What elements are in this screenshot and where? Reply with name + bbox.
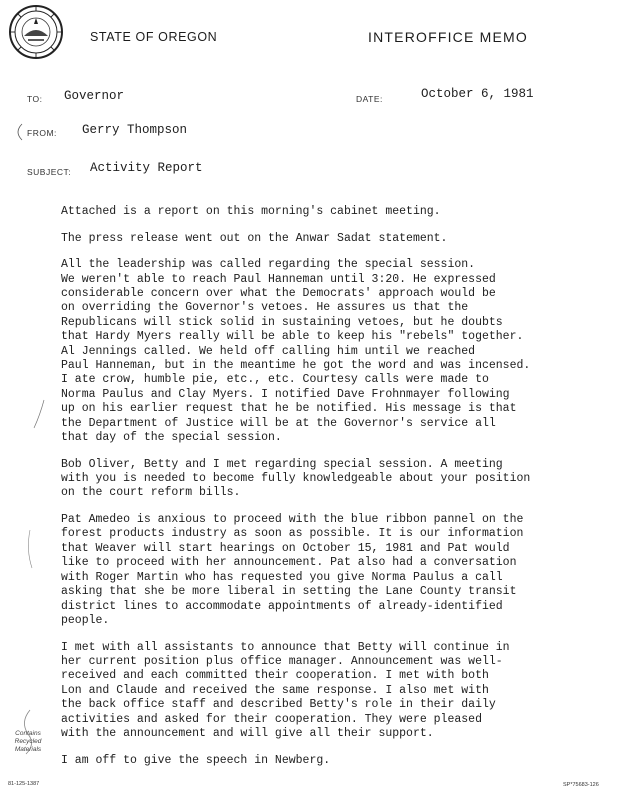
from-value: Gerry Thompson (82, 123, 188, 137)
body-paragraph: I met with all assistants to announce that Betty will continue in her current position plus office manager. Announcement was well- received and each committed their cooperation. I met with both Lon and Claude and received the same response. I also met with the back office staff and described Betty's role in their daily activities and asked for their cooperation. They were pleased with the announcement and will give all their support. (61, 640, 510, 740)
memo-type: INTEROFFICE MEMO (368, 29, 528, 45)
subject-value: Activity Report (90, 161, 203, 175)
date-value: October 6, 1981 (421, 87, 534, 101)
recycled-materials-text: Contains Recycled Materials (14, 730, 42, 753)
form-number-right: SP*75683-126 (563, 782, 599, 788)
from-label: FROM: (27, 128, 57, 138)
to-label: TO: (27, 94, 43, 104)
body-paragraph: Pat Amedeo is anxious to proceed with the blue ribbon pannel on the forest products industry as soon as possible. It is our information that Weaver will start hearings on October 15, 1981 and Pat would like to proceed with her announcement. Pat also had a conversation with Roger Martin who has requested you give Norma Paulus a call asking that she be more liberal in setting the Lane County transit district lines to accommodate appointments of already-identified people. (61, 513, 524, 627)
body-paragraph: I am off to give the speech in Newberg. (61, 753, 331, 767)
margin-scribble-marks (0, 110, 70, 760)
subject-label: SUBJECT: (27, 167, 72, 177)
body-paragraph: Attached is a report on this morning's cabinet meeting. (61, 205, 441, 218)
memo-body (61, 205, 601, 780)
body-paragraph: The press release went out on the Anwar Sadat statement. (61, 231, 448, 245)
body-paragraph: All the leadership was called regarding the special session. We weren't able to reach Paul Hanneman until 3:20. He expressed considerable concern over what the Democrats' approach would be on overriding the Governor's vetoes. He assures us that the Republicans will stick solid in sustaining vetoes, but he doubts that Hardy Myers really will be able to keep his "rebels" together. Al Jennings called. We held off calling him until we reached Paul Hanneman, but in the meantime he got the word and was incensed. I ate crow, humble pie, etc., etc. Courtesy calls were made to Norma Paulus and Clay Myers. I notified Dave Frohnmayer following up on his earlier request that he be notified. His message is that the Department of Justice will be at the Governor's service all that day of the special session. (61, 258, 531, 445)
form-number-left: 81-125-1387 (8, 781, 40, 787)
date-label: DATE: (356, 94, 383, 104)
recycled-materials-mark (8, 730, 48, 754)
state-seal-icon (8, 4, 64, 60)
agency-name: STATE OF OREGON (90, 30, 218, 44)
to-value: Governor (64, 89, 125, 103)
body-paragraph: Bob Oliver, Betty and I met regarding special session. A meeting with you is needed to become fully knowledgeable about your position on the court reform bills. (61, 457, 531, 500)
